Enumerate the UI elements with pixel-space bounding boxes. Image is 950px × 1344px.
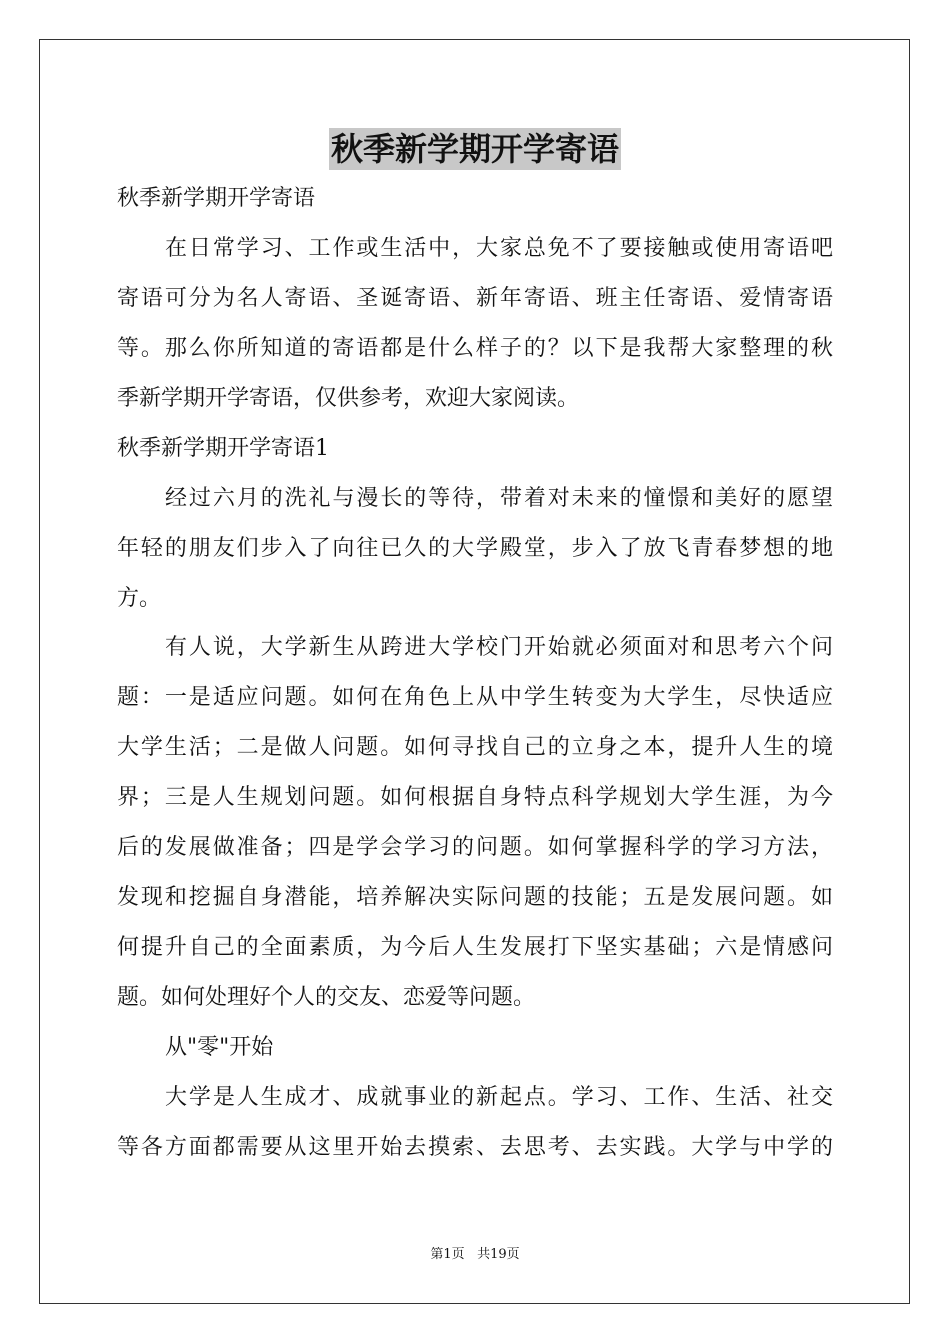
paragraph-line: 题：一是适应问题。如何在角色上从中学生转变为大学生，尽快适应 (117, 685, 833, 710)
paragraph-line: 等各方面都需要从这里开始去摸索、去思考、去实践。大学与中学的 (117, 1135, 833, 1160)
document-title: 秋季新学期开学寄语 (330, 130, 619, 168)
paragraph-line: 经过六月的洗礼与漫长的等待，带着对未来的憧憬和美好的愿望 (165, 486, 833, 511)
paragraph-line: 何提升自己的全面素质，为今后人生发展打下坚实基础；六是情感问 (117, 935, 833, 960)
paragraph-line: 大学是人生成才、成就事业的新起点。学习、工作、生活、社交 (165, 1085, 833, 1110)
page-number: 第1页 (430, 1247, 465, 1262)
paragraph-line: 等。那么你所知道的寄语都是什么样子的？以下是我帮大家整理的秋 (117, 336, 833, 361)
section-heading: 秋季新学期开学寄语1 (117, 436, 329, 461)
paragraph-line: 后的发展做准备；四是学会学习的问题。如何掌握科学的学习方法， (117, 835, 833, 860)
paragraph-line: 季新学期开学寄语，仅供参考，欢迎大家阅读。 (117, 386, 580, 411)
title-container (0, 128, 950, 170)
paragraph-line: 寄语可分为名人寄语、圣诞寄语、新年寄语、班主任寄语、爱情寄语 (117, 286, 833, 311)
paragraph-line: 界；三是人生规划问题。如何根据自身特点科学规划大学生涯，为今 (117, 785, 833, 810)
page-footer (0, 1246, 950, 1264)
paragraph-line: 发现和挖掘自身潜能，培养解决实际问题的技能；五是发展问题。如 (117, 885, 833, 910)
paragraph-line: 在日常学习、工作或生活中，大家总免不了要接触或使用寄语吧 (165, 236, 833, 261)
paragraph-line: 方。 (117, 586, 162, 611)
subheading-line: 从"零"开始 (165, 1035, 274, 1060)
subtitle-line: 秋季新学期开学寄语 (117, 186, 316, 211)
paragraph-line: 有人说，大学新生从跨进大学校门开始就必须面对和思考六个问 (165, 635, 833, 660)
paragraph-line: 大学生活；二是做人问题。如何寻找自己的立身之本，提升人生的境 (117, 735, 833, 760)
paragraph-line: 题。如何处理好个人的交友、恋爱等问题。 (117, 985, 536, 1010)
footer-spacer (465, 1247, 477, 1262)
total-pages: 共19页 (477, 1247, 520, 1262)
paragraph-line: 年轻的朋友们步入了向往已久的大学殿堂，步入了放飞青春梦想的地 (117, 536, 833, 561)
page-border (39, 39, 910, 1304)
